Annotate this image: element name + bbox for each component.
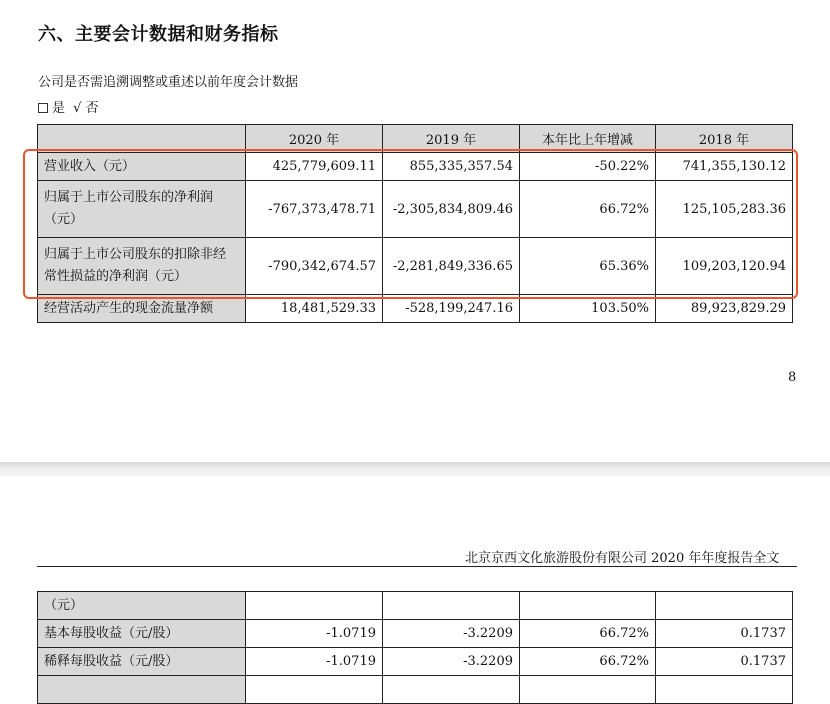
cell-2018 [656, 592, 793, 620]
cell-2020: -1.0719 [246, 620, 383, 648]
cell-2019: -528,199,247.16 [383, 295, 520, 323]
row-label: 归属于上市公司股东的净利润 （元） [38, 181, 246, 238]
page-separator [0, 462, 830, 476]
row-label: 营业收入（元） [38, 153, 246, 181]
cell-2020: -1.0719 [246, 648, 383, 676]
cell-2018: 89,923,829.29 [656, 295, 793, 323]
checkbox-empty-icon [38, 103, 48, 113]
running-header: 北京京西文化旅游股份有限公司 2020 年年度报告全文 [465, 551, 780, 566]
table-row [38, 648, 793, 676]
header-cell-2020: 2020 年 [246, 125, 383, 153]
row-label: （元） [38, 592, 246, 620]
option-no: √ 否 [73, 101, 99, 116]
cell-2019: -3.2209 [383, 620, 520, 648]
cell-2019: -2,305,834,809.46 [383, 181, 520, 238]
section-title: 六、主要会计数据和财务指标 [38, 24, 279, 45]
cell-change: 65.36% [520, 238, 656, 295]
cell-2019 [383, 592, 520, 620]
highlight-annotation-box [23, 149, 798, 299]
cell-change: 66.72% [520, 648, 656, 676]
cell-2018: 125,105,283.36 [656, 181, 793, 238]
cell-change: 66.72% [520, 181, 656, 238]
cell-change: 103.50% [520, 295, 656, 323]
restate-question: 公司是否需追溯调整或重述以前年度会计数据 [38, 75, 299, 90]
option-yes: 是 [52, 101, 66, 116]
header-cell-2019: 2019 年 [383, 125, 520, 153]
cell-2019: -2,281,849,336.65 [383, 238, 520, 295]
cell-2018: 109,203,120.94 [656, 238, 793, 295]
cell-2018: 0.1737 [656, 648, 793, 676]
row-label: 经营活动产生的现金流量净额 [38, 295, 246, 323]
cell-2020: 18,481,529.33 [246, 295, 383, 323]
header-rule [37, 566, 797, 567]
page-number: 8 [788, 370, 797, 385]
cell-2020: -767,373,478.71 [246, 181, 383, 238]
row-label: 归属于上市公司股东的扣除非经 常性损益的净利润（元） [38, 238, 246, 295]
financial-data-table-continued [37, 591, 793, 704]
cell-2020 [246, 592, 383, 620]
table-row-partial [38, 676, 793, 704]
header-cell-change: 本年比上年增减 [520, 125, 656, 153]
row-label: 稀释每股收益（元/股） [38, 648, 246, 676]
cell-2020: -790,342,674.57 [246, 238, 383, 295]
table-row [38, 592, 793, 620]
cell-change: 66.72% [520, 620, 656, 648]
cell-2019: -3.2209 [383, 648, 520, 676]
cell-change [520, 592, 656, 620]
cell-2020: 425,779,609.11 [246, 153, 383, 181]
cell-change: -50.22% [520, 153, 656, 181]
cell-2019: 855,335,357.54 [383, 153, 520, 181]
cell-2018: 0.1737 [656, 620, 793, 648]
restate-options [38, 97, 99, 116]
row-label: 基本每股收益（元/股） [38, 620, 246, 648]
table-row [38, 620, 793, 648]
cell-2018: 741,355,130.12 [656, 153, 793, 181]
header-cell-2018: 2018 年 [656, 125, 793, 153]
